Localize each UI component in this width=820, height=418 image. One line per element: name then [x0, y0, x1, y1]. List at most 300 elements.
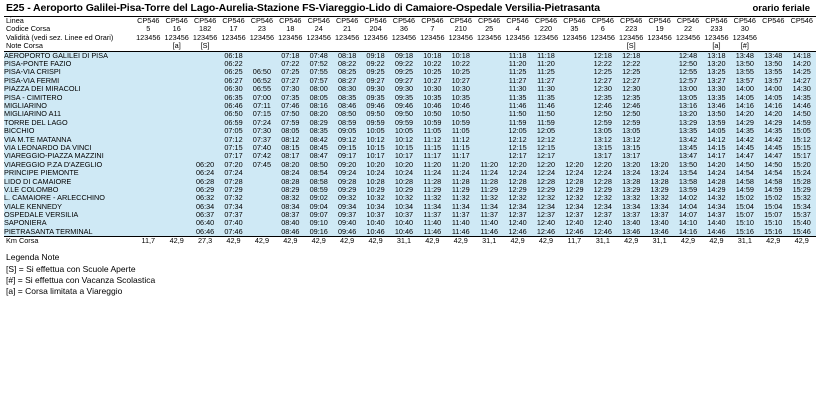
time-cell: 13:25	[702, 68, 730, 76]
time-cell: 07:29	[219, 186, 247, 194]
time-cell: 12:37	[503, 211, 531, 219]
time-cell: 12:25	[617, 68, 645, 76]
time-cell	[191, 60, 219, 68]
time-cell: 10:46	[418, 102, 446, 110]
time-cell	[560, 127, 588, 135]
km-cell: 31,1	[390, 237, 418, 246]
time-cell: 12:40	[532, 219, 560, 227]
time-cell	[248, 178, 276, 186]
time-cell: 11:37	[418, 211, 446, 219]
time-cell: 10:25	[418, 68, 446, 76]
time-cell: 14:18	[787, 51, 816, 60]
time-cell	[163, 186, 191, 194]
time-cell: 07:25	[276, 68, 304, 76]
time-cell: 12:32	[560, 194, 588, 202]
km-cell: 42,9	[305, 237, 333, 246]
time-cell: 13:47	[674, 152, 702, 160]
time-cell: 06:50	[219, 110, 247, 118]
time-cell: 10:20	[361, 161, 389, 169]
time-cell	[134, 161, 162, 169]
meta-cell: CP546	[591, 16, 614, 25]
time-cell	[163, 110, 191, 118]
time-cell: 14:35	[759, 127, 787, 135]
meta-cell: 123456	[476, 32, 502, 42]
time-cell: 13:30	[702, 85, 730, 93]
time-cell: 09:20	[333, 161, 361, 169]
time-cell: 12:32	[589, 194, 617, 202]
time-cell: 12:24	[532, 169, 560, 177]
time-cell	[475, 136, 503, 144]
time-cell: 06:35	[219, 94, 247, 102]
time-cell: 13:15	[589, 144, 617, 152]
time-cell: 10:50	[447, 110, 475, 118]
km-cell: 31,1	[475, 237, 503, 246]
time-cell: 08:50	[333, 110, 361, 118]
time-cell	[163, 60, 191, 68]
time-cell: 07:42	[248, 152, 276, 160]
time-cell: 07:46	[276, 102, 304, 110]
time-cell	[645, 119, 673, 127]
meta-cell: CP546	[137, 16, 160, 25]
time-cell: 07:05	[219, 127, 247, 135]
time-cell: 14:16	[759, 102, 787, 110]
time-cell: 10:28	[361, 178, 389, 186]
time-cell: 11:40	[447, 219, 475, 227]
time-cell: 07:48	[305, 51, 333, 60]
time-cell: 11:17	[418, 152, 446, 160]
time-cell: 14:46	[787, 102, 816, 110]
time-cell: 10:30	[418, 85, 446, 93]
time-cell	[645, 136, 673, 144]
time-cell: 15:12	[787, 136, 816, 144]
time-cell: 12:35	[589, 94, 617, 102]
time-cell: 10:12	[390, 136, 418, 144]
time-cell: 06:52	[248, 77, 276, 85]
time-cell: 13:59	[674, 186, 702, 194]
time-cell	[560, 110, 588, 118]
time-cell: 15:40	[787, 219, 816, 227]
time-cell	[163, 144, 191, 152]
time-cell	[645, 127, 673, 135]
meta-cell: CP546	[733, 16, 756, 25]
time-cell: 09:30	[390, 85, 418, 93]
time-cell: 12:35	[617, 94, 645, 102]
time-cell: 06:27	[219, 77, 247, 85]
time-cell: 12:22	[589, 60, 617, 68]
time-cell: 07:12	[219, 136, 247, 144]
time-cell	[163, 77, 191, 85]
time-cell: 10:37	[390, 211, 418, 219]
meta-cell: CP546	[705, 16, 728, 25]
time-cell: 06:55	[248, 85, 276, 93]
time-cell	[560, 119, 588, 127]
time-cell: 12:40	[589, 219, 617, 227]
time-cell: 06:40	[191, 219, 219, 227]
time-cell: 10:18	[418, 51, 446, 60]
km-cell: 42,9	[702, 237, 730, 246]
time-cell: 14:42	[731, 136, 759, 144]
time-cell: 15:34	[787, 203, 816, 211]
time-cell: 12:40	[503, 219, 531, 227]
time-cell: 11:17	[447, 152, 475, 160]
time-cell	[475, 94, 503, 102]
time-cell: 12:28	[532, 178, 560, 186]
stop-name: VIA M.TE MATANNA	[4, 136, 134, 144]
time-cell: 13:35	[702, 94, 730, 102]
time-cell	[134, 85, 162, 93]
meta-cell	[503, 42, 531, 51]
time-cell	[248, 203, 276, 211]
time-cell: 10:35	[447, 94, 475, 102]
stop-name: AEROPORTO GALILEI DI PISA	[4, 51, 134, 60]
time-cell: 08:35	[305, 127, 333, 135]
time-cell: 13:20	[617, 161, 645, 169]
time-cell: 10:32	[390, 194, 418, 202]
time-cell: 12:50	[674, 60, 702, 68]
time-cell: 08:37	[276, 211, 304, 219]
time-cell: 11:50	[503, 110, 531, 118]
time-cell: 06:25	[219, 68, 247, 76]
time-cell: 15:04	[731, 203, 759, 211]
time-cell	[645, 144, 673, 152]
time-cell: 12:20	[560, 161, 588, 169]
time-cell: 06:20	[191, 161, 219, 169]
time-cell: 10:24	[361, 169, 389, 177]
meta-cell: 123456	[278, 32, 303, 42]
time-cell: 13:24	[645, 169, 673, 177]
time-cell: 06:28	[191, 178, 219, 186]
time-cell: 08:24	[276, 169, 304, 177]
time-cell	[163, 85, 191, 93]
time-cell	[191, 110, 219, 118]
time-cell	[560, 102, 588, 110]
time-cell: 06:24	[191, 169, 219, 177]
time-cell	[134, 219, 162, 227]
time-cell: 08:50	[305, 161, 333, 169]
time-cell	[560, 85, 588, 93]
time-cell: 13:48	[759, 51, 787, 60]
time-cell: 07:59	[276, 119, 304, 127]
time-cell: 07:30	[248, 127, 276, 135]
meta-cell: [a]	[172, 41, 181, 51]
meta-cell	[532, 42, 560, 51]
time-cell: 13:20	[645, 161, 673, 169]
time-cell: 08:12	[276, 136, 304, 144]
time-cell: 09:46	[390, 102, 418, 110]
time-cell: 12:37	[532, 211, 560, 219]
time-cell: 14:32	[702, 194, 730, 202]
time-cell: 14:50	[787, 110, 816, 118]
time-cell: 13:00	[674, 85, 702, 93]
time-cell: 07:57	[305, 77, 333, 85]
time-cell: 08:45	[305, 144, 333, 152]
time-cell: 12:46	[503, 228, 531, 237]
time-cell: 13:50	[731, 60, 759, 68]
time-cell	[163, 161, 191, 169]
time-cell	[163, 68, 191, 76]
time-cell: 13:55	[759, 68, 787, 76]
time-cell: 12:46	[589, 102, 617, 110]
meta-cell: 7	[430, 24, 435, 34]
time-cell: 14:54	[731, 169, 759, 177]
stop-name: VIAREGGIO-PIAZZA MAZZINI	[4, 152, 134, 160]
time-cell	[475, 68, 503, 76]
time-cell: 12:18	[617, 51, 645, 60]
time-cell	[560, 60, 588, 68]
time-cell	[163, 211, 191, 219]
time-cell: 13:18	[702, 51, 730, 60]
meta-cell: 5	[146, 24, 151, 34]
meta-cell: 123456	[704, 32, 729, 42]
time-cell	[645, 60, 673, 68]
stop-name: PISA-VIA FERMI	[4, 77, 134, 85]
time-cell	[134, 211, 162, 219]
time-cell: 06:46	[191, 228, 219, 237]
time-cell: 11:20	[447, 161, 475, 169]
time-cell: 08:30	[333, 85, 361, 93]
meta-cell	[560, 42, 588, 51]
meta-cell: 35	[570, 24, 579, 34]
meta-cell: 123456	[732, 32, 757, 42]
km-cell: 42,9	[532, 237, 560, 246]
time-cell: 15:15	[787, 144, 816, 152]
time-cell: 07:50	[276, 110, 304, 118]
time-cell: 09:22	[361, 60, 389, 68]
time-cell: 14:16	[674, 228, 702, 237]
time-cell: 14:04	[674, 203, 702, 211]
time-cell: 11:30	[532, 85, 560, 93]
time-cell: 13:32	[617, 194, 645, 202]
time-cell: 14:45	[759, 144, 787, 152]
time-cell	[134, 136, 162, 144]
time-cell: 10:20	[390, 161, 418, 169]
time-cell: 14:35	[787, 94, 816, 102]
time-cell: 13:05	[589, 127, 617, 135]
time-cell	[134, 186, 162, 194]
meta-cell: 17	[229, 24, 238, 34]
time-cell: 11:29	[475, 186, 503, 194]
time-cell	[163, 219, 191, 227]
time-cell: 14:45	[731, 144, 759, 152]
time-cell: 13:57	[759, 77, 787, 85]
stop-name: TORRE DEL LAGO	[4, 119, 134, 127]
time-cell: 09:24	[333, 169, 361, 177]
time-cell: 11:32	[447, 194, 475, 202]
stop-name: PRINCIPE PIEMONTE	[4, 169, 134, 177]
time-cell: 12:24	[589, 169, 617, 177]
time-cell: 13:42	[674, 136, 702, 144]
meta-cell: 233	[710, 24, 723, 34]
time-cell: 08:28	[276, 178, 304, 186]
time-cell: 08:15	[276, 144, 304, 152]
time-cell: 10:37	[361, 211, 389, 219]
time-cell: 11:46	[532, 102, 560, 110]
time-cell: 13:55	[731, 68, 759, 76]
time-cell	[191, 144, 219, 152]
time-cell: 15:28	[787, 178, 816, 186]
time-cell: 12:29	[589, 186, 617, 194]
time-cell: 14:05	[702, 127, 730, 135]
time-cell: 12:05	[532, 127, 560, 135]
time-cell: 08:20	[276, 161, 304, 169]
time-cell: 11:46	[418, 228, 446, 237]
time-cell: 09:25	[361, 68, 389, 76]
time-cell: 14:58	[759, 178, 787, 186]
time-cell	[560, 68, 588, 76]
km-cell: 11,7	[560, 237, 588, 246]
time-cell: 12:24	[560, 169, 588, 177]
time-cell: 11:37	[447, 211, 475, 219]
page-title: E25 - Aeroporto Galilei-Pisa-Torre del Lago-Aurelia-Stazione FS-Viareggio-Lido di Camaiore-Ospedale Versilia-Pietrasanta	[6, 2, 601, 14]
time-cell: 08:32	[276, 194, 304, 202]
meta-cell	[447, 42, 475, 51]
time-cell: 10:18	[447, 51, 475, 60]
time-cell: 07:40	[248, 144, 276, 152]
time-cell	[134, 102, 162, 110]
time-cell: 11:27	[503, 77, 531, 85]
time-cell: 07:17	[219, 152, 247, 160]
meta-cell: CP546	[307, 16, 330, 25]
time-cell: 10:25	[447, 68, 475, 76]
stop-name: PIETRASANTA TERMINAL	[4, 228, 134, 237]
time-cell: 14:37	[702, 211, 730, 219]
time-cell: 14:02	[674, 194, 702, 202]
meta-cell: 23	[257, 24, 266, 34]
time-cell: 12:57	[674, 77, 702, 85]
time-cell: 12:50	[617, 110, 645, 118]
time-cell: 14:59	[731, 186, 759, 194]
time-cell: 12:46	[560, 228, 588, 237]
time-cell	[163, 127, 191, 135]
time-cell: 07:40	[219, 219, 247, 227]
time-cell: 07:20	[219, 161, 247, 169]
time-cell: 12:20	[503, 161, 531, 169]
time-cell: 13:46	[702, 102, 730, 110]
time-cell	[134, 127, 162, 135]
meta-cell: 4	[515, 24, 520, 34]
km-cell: 11,7	[134, 237, 162, 246]
time-cell: 06:50	[248, 68, 276, 76]
time-cell: 14:30	[787, 85, 816, 93]
meta-cell	[645, 42, 673, 51]
time-cell: 07:37	[219, 211, 247, 219]
time-cell: 08:59	[305, 186, 333, 194]
meta-cell: CP546	[165, 16, 188, 25]
time-cell: 14:24	[702, 169, 730, 177]
time-cell: 12:27	[617, 77, 645, 85]
time-cell: 11:35	[532, 94, 560, 102]
time-cell: 09:18	[361, 51, 389, 60]
time-cell: 15:17	[787, 152, 816, 160]
time-cell: 09:50	[390, 110, 418, 118]
time-cell	[134, 119, 162, 127]
time-cell: 13:16	[674, 102, 702, 110]
time-cell: 12:20	[532, 161, 560, 169]
time-cell: 08:46	[276, 228, 304, 237]
time-cell: 13:15	[617, 144, 645, 152]
stop-name: MIGLIARINO A11	[4, 110, 134, 118]
page-title-bar	[0, 0, 820, 16]
time-cell: 13:57	[731, 77, 759, 85]
km-cell: 42,9	[447, 237, 475, 246]
time-cell: 13:50	[702, 110, 730, 118]
time-cell	[248, 219, 276, 227]
time-cell: 15:02	[731, 194, 759, 202]
meta-cell: 123456	[590, 32, 615, 42]
time-cell: 13:17	[589, 152, 617, 160]
time-cell: 09:50	[361, 110, 389, 118]
meta-cell: CP546	[222, 16, 245, 25]
time-cell: 06:32	[191, 194, 219, 202]
meta-cell: 123456	[505, 32, 530, 42]
time-cell: 12:34	[532, 203, 560, 211]
time-cell: 09:59	[361, 119, 389, 127]
time-cell: 15:04	[759, 203, 787, 211]
time-cell	[163, 178, 191, 186]
km-cell: 42,9	[163, 237, 191, 246]
time-cell	[645, 68, 673, 76]
meta-cell: 36	[399, 24, 409, 34]
time-cell: 11:25	[503, 68, 531, 76]
meta-cell: 123456	[562, 32, 587, 42]
time-cell: 10:32	[361, 194, 389, 202]
time-cell: 10:34	[390, 203, 418, 211]
time-cell: 10:40	[361, 219, 389, 227]
time-cell: 12:29	[532, 186, 560, 194]
time-cell: 15:16	[759, 228, 787, 237]
meta-cell: 19	[655, 24, 664, 34]
time-cell: 10:22	[447, 60, 475, 68]
time-cell: 12:12	[532, 136, 560, 144]
time-cell: 14:47	[731, 152, 759, 160]
time-cell	[191, 51, 219, 60]
km-cell: 42,9	[418, 237, 446, 246]
time-cell: 13:40	[617, 219, 645, 227]
meta-cell: 123456	[448, 32, 473, 42]
time-cell: 07:37	[248, 136, 276, 144]
time-cell	[191, 119, 219, 127]
time-cell: 13:45	[674, 144, 702, 152]
time-cell: 11:46	[475, 228, 503, 237]
time-cell: 07:28	[219, 178, 247, 186]
time-cell: 10:30	[447, 85, 475, 93]
time-cell: 11:32	[475, 194, 503, 202]
km-cell: 31,1	[589, 237, 617, 246]
km-cell: 31,1	[645, 237, 673, 246]
time-cell: 15:16	[731, 228, 759, 237]
meta-cell: 123456	[533, 32, 559, 42]
time-cell: 12:30	[617, 85, 645, 93]
time-cell: 13:29	[674, 119, 702, 127]
time-cell: 14:00	[731, 85, 759, 93]
time-cell: 08:42	[305, 136, 333, 144]
schedule-table	[4, 17, 816, 246]
time-cell: 11:15	[418, 144, 446, 152]
time-cell	[134, 94, 162, 102]
time-cell: 12:22	[617, 60, 645, 68]
km-cell: 42,9	[248, 237, 276, 246]
time-cell: 07:27	[276, 77, 304, 85]
time-cell: 12:59	[589, 119, 617, 127]
time-cell: 12:18	[589, 51, 617, 60]
legend-line-1: [#] = Si effettua con Vacanza Scolastica	[6, 274, 156, 285]
time-cell: 10:05	[390, 127, 418, 135]
time-cell: 15:20	[787, 161, 816, 169]
time-cell: 07:32	[219, 194, 247, 202]
time-cell: 11:20	[503, 60, 531, 68]
legend-title: Legenda Note	[6, 251, 60, 262]
time-cell: 07:46	[219, 228, 247, 237]
